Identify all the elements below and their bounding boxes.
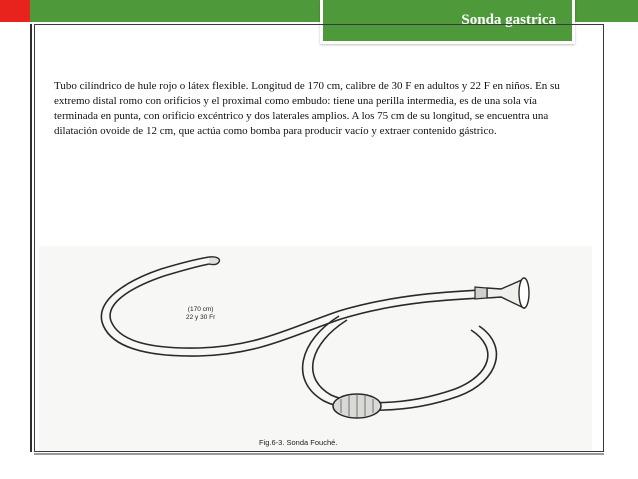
figure-caption: Fig.6-3. Sonda Fouché. (259, 438, 338, 447)
funnel-mouth (519, 278, 529, 308)
red-accent-square (0, 0, 30, 22)
bottom-rule (34, 453, 604, 455)
tube-outer-line (110, 264, 501, 348)
funnel-connector (475, 287, 487, 299)
tube-inner-line (101, 257, 501, 356)
distal-tip (209, 257, 220, 265)
tube-loop-inner (313, 320, 488, 403)
gastric-tube-figure (39, 246, 592, 451)
tube-dimension-label (186, 306, 215, 322)
tube-length-label: (170 cm) (187, 306, 214, 313)
slide-title: Sonda gastrica (461, 12, 556, 28)
gastric-tube-drawing (39, 246, 592, 451)
tube-caliber-label: 22 y 30 Fr (186, 314, 216, 321)
left-rule (30, 24, 32, 452)
slide-body-text: Tubo cilíndrico de hule rojo o látex flexible. Longitud de 170 cm, calibre de 30 F en adultos y 22 F en niños. En su extremo distal romo con orificios y el proximal como embudo: tiene una perilla intermedia, es de una sola vía terminada en punta, con orificio excéntrico y dos laterales amplios. A los 75 cm de su longitud, se encuentra una dilatación ovoide de 12 cm, que actúa como bomba para producir vacío y extraer contenido gástrico. (54, 80, 560, 137)
